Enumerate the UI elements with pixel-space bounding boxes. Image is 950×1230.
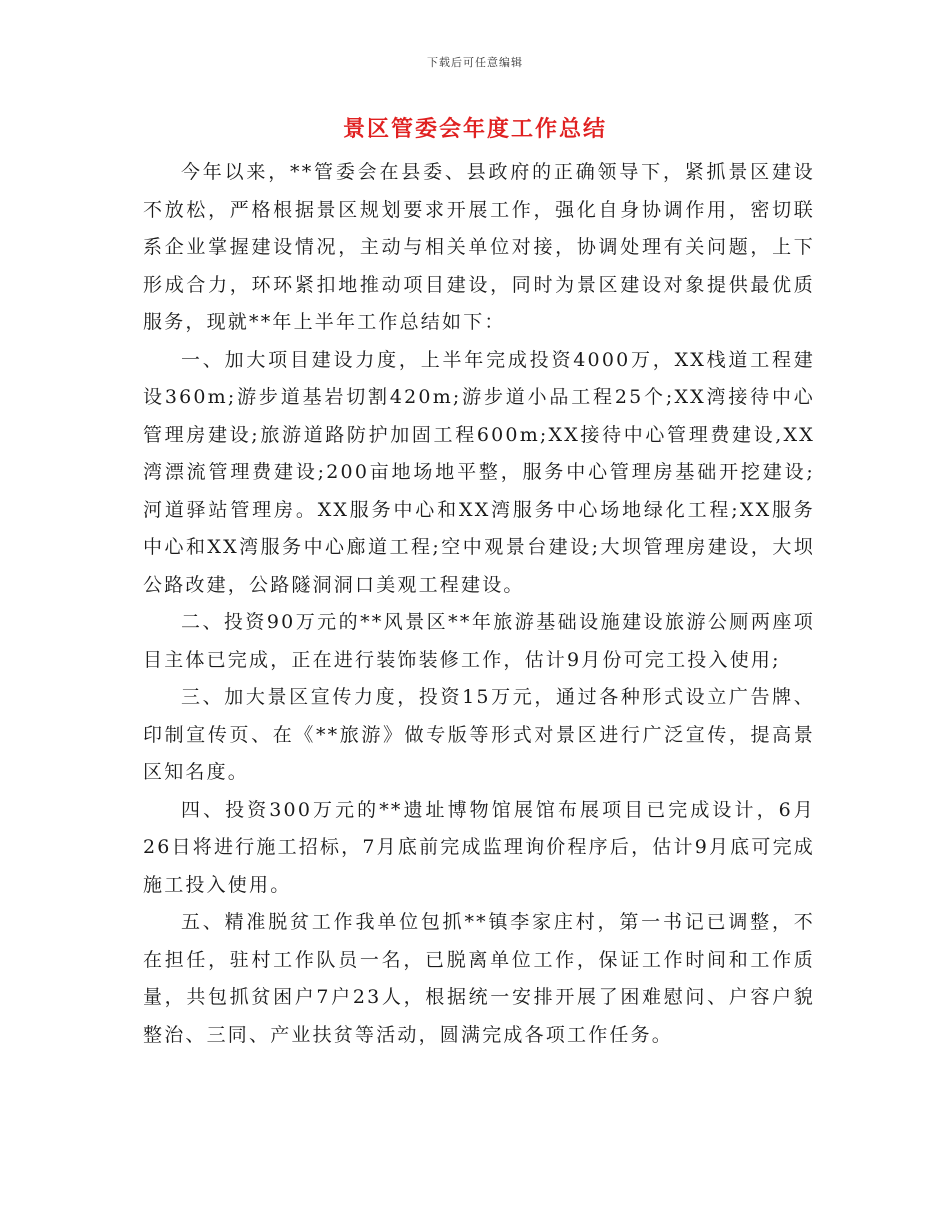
paragraph-item-2: 二、投资90万元的**风景区**年旅游基础设施建设旅游公厕两座项目主体已完成，正在进行装饰装修工作，估计9月份可完工投入使用; <box>143 611 815 671</box>
paragraph-item-4: 四、投资300万元的**遗址博物馆展馆布展项目已完成设计，6月26日将进行施工招标，7月底前完成监理询价程序后，估计9月底可完成施工投入使用。 <box>143 798 815 896</box>
paragraph-item-5: 五、精准脱贫工作我单位包抓**镇李家庄村，第一书记已调整，不在担任，驻村工作队员一名，已脱离单位工作，保证工作时间和工作质量，共包抓贫困户7户23人，根据统一安排开展了困难慰问、户容户貌整治、三同、产业扶贫等活动，圆满完成各项工作任务。 <box>143 911 815 1046</box>
document-body <box>143 154 815 1054</box>
paragraph-item-1: 一、加大项目建设力度，上半年完成投资4000万，XX栈道工程建设360m;游步道基岩切割420m;游步道小品工程25个;XX湾接待中心管理房建设;旅游道路防护加固工程600m;XX接待中心管理费建设,XX湾漂流管理费建设;200亩地场地平整，服务中心管理房基础开挖建设;河道驿站管理房。XX服务中心和XX湾服务中心场地绿化工程;XX服务中心和XX湾服务中心廊道工程;空中观景台建设;大坝管理房建设，大坝公路改建，公路隧洞洞口美观工程建设。 <box>143 348 815 596</box>
download-note: 下载后可任意编辑 <box>427 56 523 69</box>
document-title: 景区管委会年度工作总结 <box>342 116 607 142</box>
paragraph-item-3: 三、加大景区宣传力度，投资15万元，通过各种形式设立广告牌、印制宣传页、在《**旅游》做专版等形式对景区进行广泛宣传，提高景区知名度。 <box>143 686 815 783</box>
paragraph-intro: 今年以来，**管委会在县委、县政府的正确领导下，紧抓景区建设不放松，严格根据景区规划要求开展工作，强化自身协调作用，密切联系企业掌握建设情况，主动与相关单位对接，协调处理有关问题，上下形成合力，环环紧扣地推动项目建设，同时为景区建设对象提供最优质服务，现就**年上半年工作总结如下： <box>143 161 815 333</box>
